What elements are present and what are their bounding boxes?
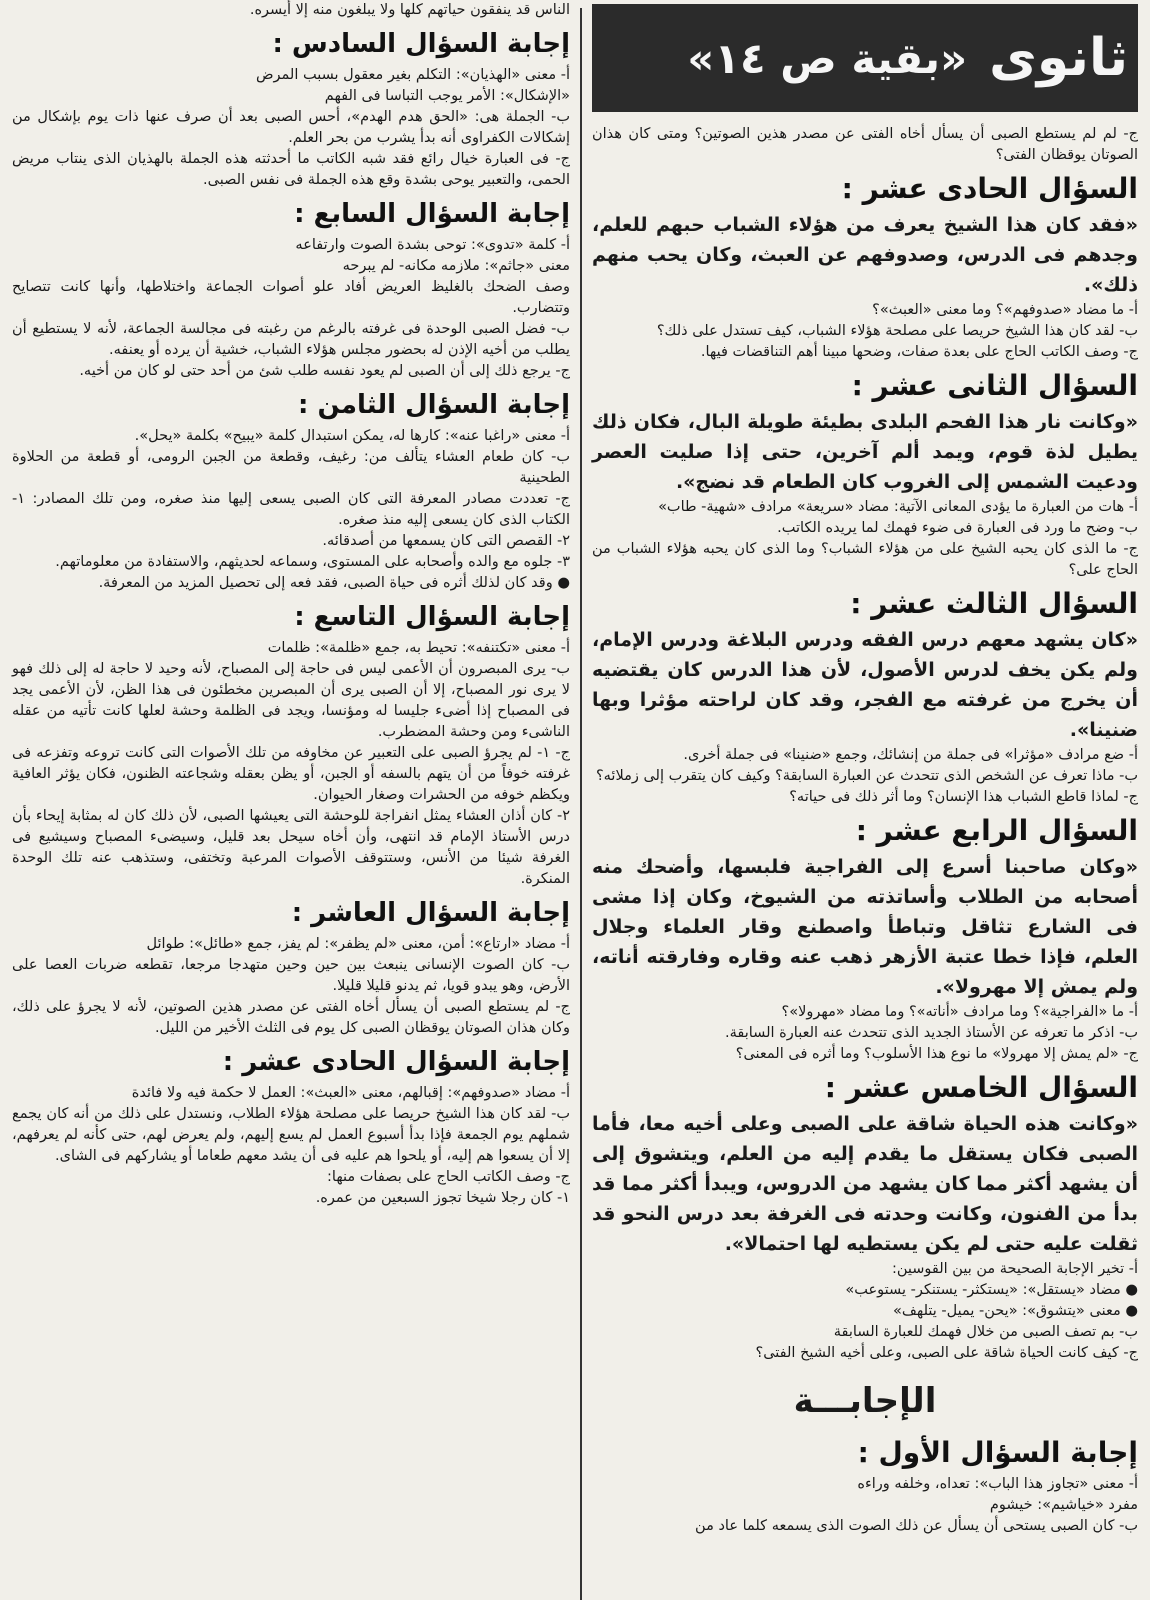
question-11-line: ج- وصف الكاتب الحاج على بعدة صفات، وضحها مبينا أهم التناقضات فيها. bbox=[700, 344, 1138, 360]
answer-7-line: وصف الضحك بالغليظ العريض أفاد علو أصوات الجماعة واختلاطها، وأنها كانت تتصايح وتتضارب. bbox=[12, 279, 570, 316]
answer-7-heading: إجابة السؤال السابع : bbox=[294, 199, 570, 229]
answer-6-heading: إجابة السؤال السادس : bbox=[272, 29, 570, 59]
answer-8-line: أ- معنى «راغبا عنه»: كارها له، يمكن استبدال كلمة «يبيح» بكلمة «يحل». bbox=[134, 428, 570, 444]
column-divider bbox=[580, 8, 582, 1600]
question-12-line: أ- هات من العبارة ما يؤدى المعانى الآتية: مضاد «سريعة» مرادف «شهية- طاب» bbox=[658, 499, 1138, 515]
banner-continuation: «بقية ص ١٤» bbox=[687, 33, 968, 83]
continuation-banner bbox=[592, 4, 1138, 112]
answer-1-heading: إجابة السؤال الأول : bbox=[857, 1436, 1138, 1469]
question-14-line: ج- «لم يمش إلا مهرولا» ما نوع هذا الأسلوب؟ وما أثره فى المعنى؟ bbox=[735, 1046, 1138, 1062]
question-11-line: ب- لقد كان هذا الشيخ حريصا على مصلحة هؤلاء الشباب، كيف تستدل على ذلك؟ bbox=[656, 323, 1138, 339]
intro-line: ج- لم لم يستطع الصبى أن يسأل أخاه الفتى عن مصدر هذين الصوتين؟ ومتى كان هذان الصوتان يوقظان الفتى؟ bbox=[592, 126, 1138, 163]
answer-11-heading: إجابة السؤال الحادى عشر : bbox=[222, 1047, 570, 1077]
question-15-quote: «وكانت هذه الحياة شاقة على الصبى وعلى أخيه معا، فأما الصبى فكان يستقل ما يقدم إليه من العلم، ويتشوق إلى أن يشهد أكثر مما كان يشهد من الدروس، ويبدأ أكثر مما قد بدأ من الفنون، وكانت وحدته فى الغرفة بعد درس النحو قد ثقلت عليه حتى لم يكن يستطيه لها احتمالا». bbox=[592, 1113, 1138, 1255]
answer-11-line: ب- لقد كان هذا الشيخ حريصا على مصلحة هؤلاء الطلاب، ونستدل على ذلك من أنه كان يجمع شملهم يوم الجمعة فإذا بدأ أسبوع العمل لم يسع إليهم، ولم يعرض لهم، حتى كأنه لم يعرفهم، إلا أن يسعوا هم إليه، أو يلحوا هم عليه فى أن يشد معهم طعاما أو يشاركهم فى الشاى. bbox=[12, 1106, 570, 1164]
answers-title: الإجابـــة bbox=[793, 1381, 937, 1421]
question-13-line: ج- لماذا قاطع الشباب هذا الإنسان؟ وما أثر ذلك فى حياته؟ bbox=[789, 789, 1138, 805]
question-14-line: ب- اذكر ما تعرفه عن الأستاذ الجديد الذى تتحدث عنه العبارة السابقة. bbox=[725, 1025, 1138, 1041]
answer-1-line: أ- معنى «تجاوز هذا الباب»: تعداه، وخلفه وراءه bbox=[857, 1476, 1138, 1492]
answer-11-line: ج- وصف الكاتب الحاج على بصفات منها: bbox=[327, 1169, 570, 1185]
answer-11-line: ١- كان رجلا شيخا تجوز السبعين من عمره. bbox=[315, 1190, 570, 1206]
answer-10-line: ج- لم يستطع الصبى أن يسأل أخاه الفتى عن مصدر هذين الصوتين، لأنه لا يجرؤ على ذلك، وكان هذان الصوتان يوقظان الصبى كل يوم فى الثلث الأخير من الليل. bbox=[12, 999, 570, 1036]
answer-9-line: أ- معنى «تكتنفه»: تحيط به، جمع «ظلمة»: ظلمات bbox=[267, 640, 570, 656]
answer-10-line: أ- مضاد «ارتاع»: أمن، معنى «لم يظفر»: لم يفز، جمع «طائل»: طوائل bbox=[146, 936, 570, 952]
question-14-heading: السؤال الرابع عشر : bbox=[855, 814, 1138, 847]
answer-1-line: ب- كان الصبى يستحى أن يسأل عن ذلك الصوت الذى يسمعه كلما عاد من bbox=[695, 1518, 1138, 1534]
answer-1-line: مفرد «خياشيم»: خيشوم bbox=[989, 1497, 1138, 1513]
answer-10-heading: إجابة السؤال العاشر : bbox=[291, 898, 570, 928]
question-15-line: ● مضاد «يستقل»: «يستكثر- يستنكر- يستوعب» bbox=[845, 1282, 1138, 1298]
question-15-line: ج- كيف كانت الحياة شاقة على الصبى، وعلى أخيه الشيخ الفتى؟ bbox=[755, 1345, 1138, 1361]
right-column bbox=[590, 0, 1144, 1600]
question-14-quote: «وكان صاحبنا أسرع إلى الفراجية فلبسها، وأضحك منه أصحابه من الطلاب وأساتذته من الشيوخ، وكان إذا مشى فى الشارع تثاقل وتباطأ واصطنع وقار العلماء وجلال العلم، فإذا خطا عتبة الأزهر ذهب عنه وقاره وفارقته أناته، ولم يمش إلا مهرولا». bbox=[592, 856, 1138, 998]
question-13-line: ب- ماذا تعرف عن الشخص الذى تتحدث عن العبارة السابقة؟ وكيف كان يتقرب إلى زملائه؟ bbox=[595, 768, 1138, 784]
question-14-line: أ- ما «الفراجية»؟ وما مرادف «أناته»؟ وما مضاد «مهرولا»؟ bbox=[781, 1004, 1138, 1020]
answer-11-line: أ- مضاد «صدوفهم»: إقبالهم، معنى «العبث»: العمل لا حكمة فيه ولا فائدة bbox=[131, 1085, 570, 1101]
question-15-line: ● معنى «يتشوق»: «يحن- يميل- يتلهف» bbox=[893, 1303, 1138, 1319]
question-15-line: أ- تخير الإجابة الصحيحة من بين القوسين: bbox=[891, 1261, 1138, 1277]
answer-6-line: ج- فى العبارة خيال رائع فقد شبه الكاتب ما أحدثته هذه الجملة بالهذيان الذى ينتاب مريض الحمى، والتعبير يوحى بشدة وقع هذه الجملة فى نفس الصبى. bbox=[12, 151, 570, 188]
question-15-heading: السؤال الخامس عشر : bbox=[824, 1071, 1138, 1104]
answer-8-line: ٢- القصص التى كان يسمعها من أصدقائه. bbox=[322, 533, 570, 549]
answer-8-line: ب- كان طعام العشاء يتألف من: رغيف، وقطعة من الجبن الرومى، أو قطعة من الحلاوة الطحينية bbox=[12, 449, 570, 486]
question-11-quote: «فقد كان هذا الشيخ يعرف من هؤلاء الشباب حبهم للعلم، وجدهم فى الدرس، وصدوفهم عن العبث، وكان يحب منهم ذلك». bbox=[592, 214, 1138, 296]
answer-6-line: أ- معنى «الهذيان»: التكلم بغير معقول بسبب المرض bbox=[256, 67, 570, 83]
answer-9-line: ب- يرى المبصرون أن الأعمى ليس فى حاجة إلى المصباح، لأنه وحيد لا حاجة له إلى ذلك فهو لا يرى نور المصباح، إلا أن الصبى يرى أن المبصرين مخطئون فى هذا الظن، لأن الأعمى يجد فى المصباح إذا أضىء جليسا له ومؤنسا، ويجد فى الظلمة وحشة لعلها كانت تأتيه من عقله الناشىء ومن وحشة المضطرب. bbox=[12, 661, 570, 740]
question-11-line: أ- ما مضاد «صدوفهم»؟ وما معنى «العبث»؟ bbox=[872, 302, 1138, 318]
question-11-heading: السؤال الحادى عشر : bbox=[841, 172, 1138, 205]
banner-title: ثانوى bbox=[989, 28, 1128, 88]
question-13-line: أ- ضع مرادف «مؤثرا» فى جملة من إنشائك، وجمع «ضنينا» فى جملة أخرى. bbox=[683, 747, 1138, 763]
answer-8-line: ● وقد كان لذلك أثره فى حياة الصبى، فقد فعه إلى تحصيل المزيد من المعرفة. bbox=[98, 575, 570, 591]
question-15-line: ب- بم تصف الصبى من خلال فهمك للعبارة السابقة bbox=[833, 1324, 1138, 1340]
question-13-heading: السؤال الثالث عشر : bbox=[850, 587, 1138, 620]
answer-7-line: ب- فضل الصبى الوحدة فى غرفته بالرغم من رغبته فى مجالسة الجماعة، لأنه لا يستطيع أن يطلب من أخيه الإذن له بحضور مجلس هؤلاء الشباب، خشية أن يرده أو يعنفه. bbox=[12, 321, 570, 358]
answer-9-line: ٢- كان أذان العشاء يمثل انفراجة للوحشة التى يعيشها الصبى، لأن ذلك كان له بمثابة إيحاء بأن درس الأستاذ الإمام قد انتهى، وأن أخاه سيحل بعد قليل، وسيضىء المصباح وسيشيع فى الغرفة شيئا من الأنس، وستتوقف الأصوات المرعبة وتختفى، وستذهب عنه تلك الوحدة المنكرة. bbox=[12, 808, 570, 887]
answer-6-line: «الإشكال»: الأمر يوجب التباسا فى الفهم bbox=[324, 88, 570, 104]
answer-8-heading: إجابة السؤال الثامن : bbox=[298, 390, 570, 420]
answer-7-line: معنى «جاثم»: ملازمه مكانه- لم يبرحه bbox=[342, 258, 570, 274]
question-12-line: ج- ما الذى كان يحبه الشيخ على من هؤلاء الشباب؟ وما الذى كان يحبه هؤلاء الشباب من الحاج على؟ bbox=[592, 541, 1138, 578]
intro-line: الناس قد ينفقون حياتهم كلها ولا يبلغون منه إلا أيسره. bbox=[249, 2, 570, 18]
answer-9-heading: إجابة السؤال التاسع : bbox=[294, 602, 570, 632]
question-12-heading: السؤال الثانى عشر : bbox=[851, 369, 1138, 402]
answer-10-line: ب- كان الصوت الإنسانى ينبعث بين حين وحين متهدجا مرجعا، تقطعه ضربات العصا على الأرض، وهو يبدو قويا، ثم يدنو قليلا قليلا. bbox=[12, 957, 570, 994]
question-13-quote: «كان يشهد معهم درس الفقه ودرس البلاغة ودرس الإمام، ولم يكن يخف لدرس الأصول، لأن هذا الدرس كان يقتضيه أن يخرج من غرفته مع الفجر، وقد كان لراحته مؤثرا وبها ضنينا». bbox=[592, 629, 1138, 741]
answer-8-line: ج- تعددت مصادر المعرفة التى كان الصبى يسعى إليها منذ صغره، ومن تلك المصادر: ١- الكتاب الذى كان يسعى إليه منذ صغره. bbox=[12, 491, 570, 528]
left-column bbox=[6, 0, 574, 1600]
question-12-quote: «وكانت نار هذا الفحم البلدى بطيئة طويلة البال، فكان ذلك يطيل لذة قوم، ويمد ألم آخرين، حتى إذا صليت العصر ودعيت الشمس إلى الغروب كان الطعام قد نضج». bbox=[592, 411, 1138, 493]
answer-7-line: أ- كلمة «تدوى»: توحى بشدة الصوت وارتفاعه bbox=[295, 237, 570, 253]
answer-8-line: ٣- جلوه مع والده وأصحابه على المستوى، وسماعه لحديثهم، والاستفادة من معلوماتهم. bbox=[55, 554, 570, 570]
question-12-line: ب- وضح ما ورد فى العبارة فى ضوء فهمك لما يريده الكاتب. bbox=[777, 520, 1138, 536]
answer-7-line: ج- يرجع ذلك إلى أن الصبى لم يعود نفسه طلب شئ من أحد حتى لو كان من أخيه. bbox=[79, 363, 570, 379]
answer-9-line: ج- ١- لم يجرؤ الصبى على التعبير عن مخاوفه من تلك الأصوات التى كانت تروعه وتفزعه فى غرفته خوفاً من أن يتهم بالسفه أو الجبن، أو يظن بعقله وشجاعته الظنون، فكان يؤثر العافية ويكظم خوفه من الحشرات وصغار الحيوان. bbox=[12, 745, 570, 803]
answer-6-line: ب- الجملة هى: «الحق هدم الهدم»، أحس الصبى بعد أن صرف عنها ذات يوم بإشكال من إشكالات الكفراوى أنه بدأ يشرب من بحر العلم. bbox=[12, 109, 570, 146]
